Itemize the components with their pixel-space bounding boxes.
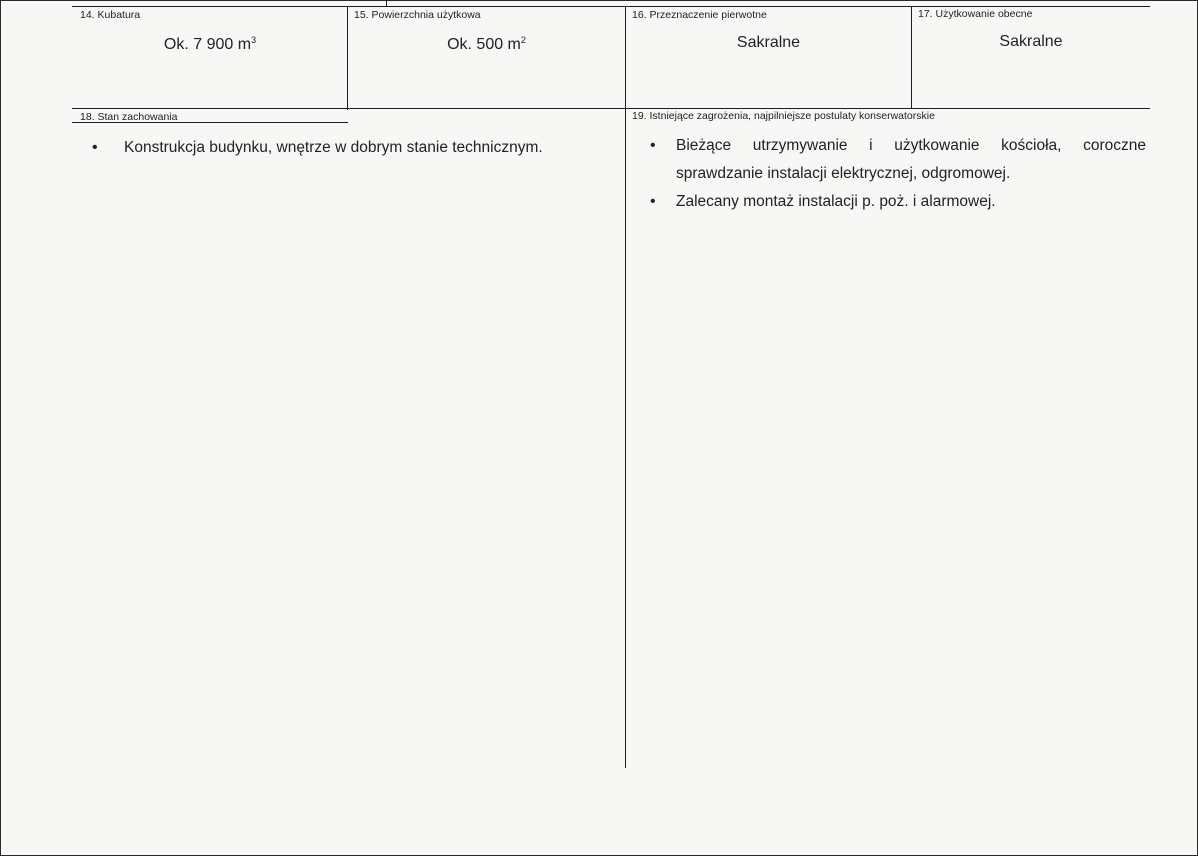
field-17-value: Sakralne — [999, 33, 1063, 50]
row-divider — [72, 108, 1150, 109]
field-14-value-text: Ok. 7 900 m — [163, 36, 252, 53]
field-16-label: 16. Przeznaczenie pierwotne — [632, 9, 767, 21]
field-15-value-text: Ok. 500 m — [447, 36, 521, 53]
col-divider-16 — [625, 6, 626, 768]
field-19-item-1-line-2: sprawdzanie instalacji elektrycznej, odgromowej. — [676, 165, 1011, 182]
word: coroczne — [1083, 137, 1146, 154]
word: i — [869, 137, 873, 154]
col-divider-15 — [347, 6, 348, 110]
field-19-item-2-text: Zalecany montaż instalacji p. poż. i alarmowej. — [676, 193, 996, 210]
field-19-item-2 — [650, 188, 1148, 216]
field-15-value-superscript: 2 — [520, 35, 526, 45]
field-16-value: Sakralne — [736, 34, 801, 51]
col-divider-17 — [911, 6, 912, 108]
word: kościoła, — [1001, 137, 1062, 154]
field-19-item-1-line-1 — [676, 132, 1146, 160]
field-18-label: 18. Stan zachowania — [80, 111, 178, 123]
bullet-icon: • — [650, 193, 656, 210]
field-14-label: 14. Kubatura — [80, 9, 141, 21]
field-15-label: 15. Powierzchnia użytkowa — [354, 9, 481, 21]
field-18-item — [92, 134, 612, 162]
word: użytkowanie — [894, 137, 980, 154]
field-19-label: 19. Istniejące zagrożenia, najpilniejsze postulaty konserwatorskie — [632, 110, 935, 122]
word: utrzymywanie — [752, 137, 848, 154]
field-14-value — [72, 35, 348, 54]
top-tick — [386, 0, 387, 7]
top-rule — [72, 6, 1150, 7]
field-19-item-1 — [650, 132, 1148, 188]
field-18-item-text: Konstrukcja budynku, wnętrze w dobrym stanie technicznym. — [124, 139, 543, 156]
field-15-value — [348, 35, 625, 54]
bullet-icon: • — [92, 139, 98, 156]
field-14-value-superscript: 3 — [251, 35, 257, 45]
word: Bieżące — [676, 137, 732, 154]
bullet-icon: • — [650, 137, 656, 154]
field-17-label: 17. Użytkowanie obecne — [918, 8, 1033, 20]
